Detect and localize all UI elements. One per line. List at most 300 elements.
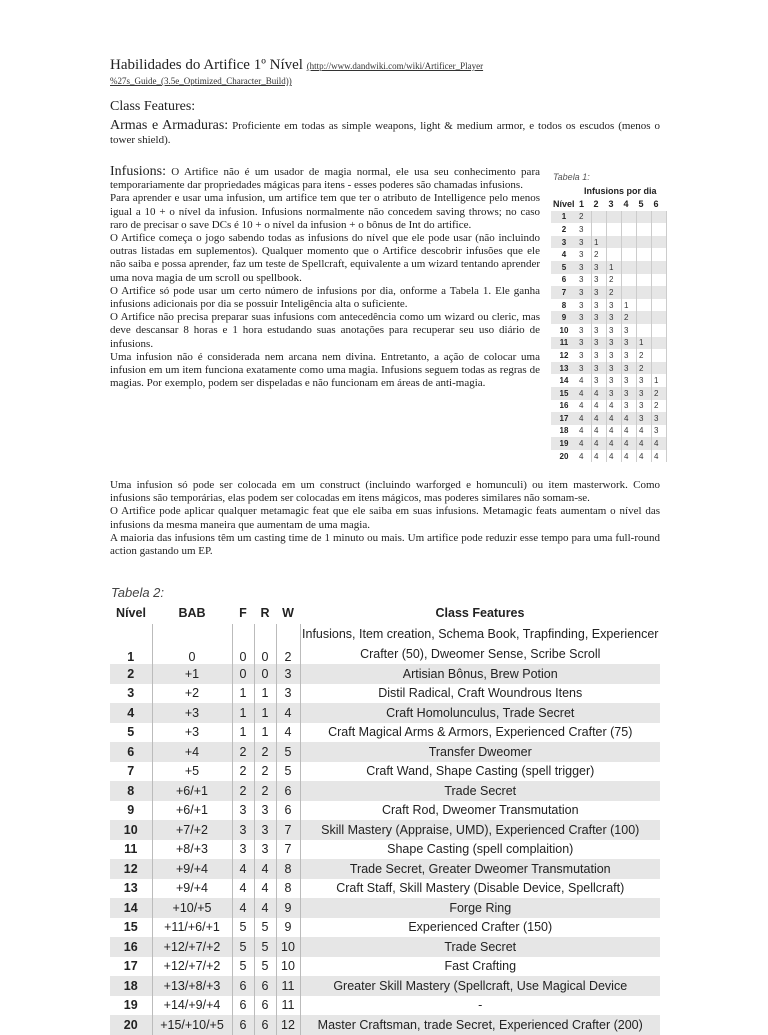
tabela1-value-cell: 3: [577, 261, 592, 274]
tabela1-value-cell: 4: [592, 450, 607, 463]
tabela2-bab-cell: +5: [152, 762, 232, 782]
tabela1-value-cell: 2: [607, 286, 622, 299]
tabela2-bab-cell: +11/+6/+1: [152, 918, 232, 938]
tabela1-row: [551, 286, 667, 299]
tabela2-fort-cell: 3: [232, 840, 254, 860]
tabela2-fort-cell: 1: [232, 684, 254, 704]
tabela2-level-cell: 8: [110, 781, 152, 801]
tabela2-features-cell: Forge Ring: [300, 898, 660, 918]
tabela2-level-cell: 1: [127, 650, 135, 664]
tabela1-value-cell: 3: [607, 299, 622, 312]
armas-paragraph: [110, 119, 660, 147]
tabela1-value-cell: [652, 349, 667, 362]
tabela2-level-cell: 13: [123, 881, 138, 896]
tabela1-table: [551, 198, 667, 462]
tabela1-value-cell: [637, 236, 652, 249]
tabela2-bab-cell: +13/+8/+3: [152, 976, 232, 996]
tabela1-row: [551, 412, 667, 425]
tabela2-row: [110, 781, 660, 801]
tabela2-will-cell: 8: [276, 879, 300, 899]
tabela1-value-cell: 3: [592, 261, 607, 274]
tabela1-row: [551, 211, 667, 224]
tabela1-value-cell: 3: [577, 311, 592, 324]
tabela2-will-cell: 12: [276, 1015, 300, 1035]
tabela2-bab-cell: +6/+1: [152, 781, 232, 801]
tabela1-level-cell: 5: [551, 261, 577, 274]
tabela1-row: [551, 299, 667, 312]
tabela1-value-cell: 3: [607, 337, 622, 350]
tabela1-value-cell: 4: [592, 387, 607, 400]
tabela2-header-cell: F: [239, 606, 247, 620]
tabela1-value-cell: 3: [622, 374, 637, 387]
tabela1-value-cell: 4: [577, 374, 592, 387]
tabela1-value-cell: 3: [592, 362, 607, 375]
tabela2-row: [110, 703, 660, 723]
page-title: [110, 57, 483, 74]
tabela1-value-cell: [592, 223, 607, 236]
tabela2-header-cell: W: [282, 606, 294, 620]
tabela2-will-cell: 6: [276, 781, 300, 801]
tabela2-will-cell: 4: [276, 723, 300, 743]
tabela1-level-cell: 20: [559, 451, 569, 461]
tabela1-value-cell: [652, 211, 667, 224]
tabela1-value-cell: [622, 236, 637, 249]
tabela1-value-cell: 3: [607, 324, 622, 337]
tabela1-level-cell: 18: [559, 426, 569, 436]
tabela2-bab-cell: 0: [152, 624, 232, 664]
tabela2-will-cell: 3: [276, 684, 300, 704]
tabela2-ref-cell: 5: [254, 937, 276, 957]
tabela2-level-cell: 9: [127, 803, 135, 818]
tabela1-value-cell: [652, 261, 667, 274]
tabela1-row: [551, 248, 667, 261]
tabela2-row: [110, 723, 660, 743]
tabela1-value-cell: [622, 274, 637, 287]
tabela1-row: [551, 236, 667, 249]
tabela2-bab-cell: +9/+4: [152, 859, 232, 879]
tabela1-value-cell: [652, 337, 667, 350]
tabela2-will-cell: 3: [276, 664, 300, 684]
tabela2-bab-cell: +3: [152, 703, 232, 723]
tabela1-level-cell: 19: [551, 437, 577, 450]
tabela2-row: [110, 801, 660, 821]
tabela2-row: [110, 879, 660, 899]
tabela2-will-cell: 10: [276, 957, 300, 977]
tabela1-value-cell: 4: [607, 412, 622, 425]
tabela2-fort-cell: 3: [232, 801, 254, 821]
infusions-section: [110, 165, 540, 390]
tabela1-value-cell: [637, 223, 652, 236]
infusions-lead: Infusions:: [110, 164, 166, 179]
tabela1-value-cell: 4: [637, 425, 652, 438]
tabela2-level-cell: 20: [110, 1015, 152, 1035]
tabela1-value-cell: [652, 299, 667, 312]
infusions-p1-text: O Artifice não é um usador de magia normal, ele usa seu conhecimento para temporariamente dar propriedades mágicas para itens - esses poderes são chamadas infusions.: [110, 166, 540, 192]
tabela2-ref-cell: 4: [254, 859, 276, 879]
tabela2-row: [110, 918, 660, 938]
tabela2-bab-cell: +10/+5: [152, 898, 232, 918]
tabela1-value-cell: 1: [592, 236, 607, 249]
tabela2-caption: Tabela 2:: [111, 585, 165, 600]
tabela2-row: [110, 664, 660, 684]
tabela2-fort-cell: 4: [232, 879, 254, 899]
tabela2-will-cell: 4: [276, 703, 300, 723]
tabela1-value-cell: 3: [607, 374, 622, 387]
tabela2-level-cell: 2: [110, 664, 152, 684]
tabela1-row: [551, 437, 667, 450]
tabela1-level-cell: 12: [559, 350, 569, 360]
tabela1-level-cell: 14: [559, 376, 569, 386]
tabela1-level-cell: 10: [559, 325, 569, 335]
tabela2-ref-cell: 6: [254, 1015, 276, 1035]
tabela2-level-cell: 11: [124, 842, 138, 857]
infusions-paragraph-3: O Artifice começa o jogo sabendo todas as infusions do nível que ele pode usar (não incluindo outras listadas em suplementos). Qualquer momento que o Artifice descobrir infusões que ele não saiba e possa aprender, faz um teste de Spellcraft, equivalente a um wizard tentando aprender uma nova magia de um scroll ou spellbook.: [110, 232, 540, 284]
tabela2-row: [110, 684, 660, 704]
tabela1-value-cell: 3: [577, 349, 592, 362]
armas-lead: Armas e Armaduras:: [110, 118, 229, 133]
tabela2-level-cell: 5: [127, 725, 135, 740]
tabela1-row: [551, 223, 667, 236]
tabela2-body: [110, 624, 660, 1035]
tabela2-header-cell: R: [260, 606, 270, 620]
tabela1-value-cell: [637, 261, 652, 274]
source-link-continued[interactable]: %27s_Guide_(3.5e_Optimized_Character_Build)): [110, 76, 292, 86]
tabela1-value-cell: 4: [592, 437, 607, 450]
tabela1-value-cell: 3: [592, 349, 607, 362]
tabela2-will-cell: 5: [276, 742, 300, 762]
tabela2-features-cell: Shape Casting (spell complaition): [300, 840, 660, 860]
tabela2-will-cell: 9: [276, 898, 300, 918]
tabela1-row: [551, 400, 667, 413]
tabela1-value-cell: 3: [592, 311, 607, 324]
tabela1-value-cell: [637, 274, 652, 287]
tabela1-header-row: [551, 198, 667, 211]
tabela2-ref-cell: 2: [254, 762, 276, 782]
tabela2-fort-cell: 6: [232, 996, 254, 1016]
tabela1-value-cell: 3: [592, 337, 607, 350]
tabela2-fort-cell: 5: [232, 937, 254, 957]
tabela1-level-cell: 4: [561, 250, 567, 260]
tabela2-header-cell: Nível: [116, 606, 146, 620]
tabela2-bab-cell: +12/+7/+2: [152, 957, 232, 977]
tabela1-value-cell: 1: [622, 299, 637, 312]
tabela2-ref-cell: 6: [254, 996, 276, 1016]
tabela1-level-cell: 1: [551, 211, 577, 224]
tabela2-header-cell: BAB: [178, 606, 206, 620]
tabela1-value-cell: 3: [607, 387, 622, 400]
tabela2-fort-cell: 2: [232, 762, 254, 782]
infusions-paragraph-2: Para aprender e usar uma infusion, um artifice tem que ter o atributo de Intelligence pelo menos igual a 10 + o nível da infusion. Infusions normalmente não concedem saving throws; no caso raro de precisar o save DCs é 10 + o nível da infusion + o bônus de Int do artifice.: [110, 192, 540, 231]
tabela1-value-cell: [622, 248, 637, 261]
tabela1-value-cell: [652, 223, 667, 236]
infusions-paragraph-8: O Artifice pode aplicar qualquer metamagic feat que ele saiba em suas infusions. Metamagic feats aumentam o nível das infusions da mesma maneira que aumentam de uma magia.: [110, 505, 660, 531]
tabela2-fort-cell: 1: [232, 723, 254, 743]
tabela1-value-cell: 4: [607, 400, 622, 413]
infusions-paragraph-4: O Artifice só pode usar um certo número de infusions por dia, onforme a Tabela 1. Ele ganha infusions adicionais por dia se possuir Inteligência alta o suficiente.: [110, 284, 540, 311]
tabela2-will-cell: 2: [276, 624, 300, 664]
tabela2-row: [110, 840, 660, 860]
tabela1-value-cell: [607, 236, 622, 249]
tabela2-header-row: [110, 602, 660, 624]
tabela2-ref-cell: 3: [254, 840, 276, 860]
tabela1-value-cell: 3: [577, 324, 592, 337]
tabela2-level-cell: 3: [127, 686, 135, 701]
tabela2-bab-cell: +7/+2: [152, 820, 232, 840]
tabela2-level-cell: 15: [123, 920, 138, 935]
tabela1-level-cell: 6: [561, 275, 567, 285]
tabela2-level-cell: 14: [110, 898, 152, 918]
tabela1-row: [551, 362, 667, 375]
tabela2-ref-cell: 0: [254, 624, 276, 664]
infusions-paragraph-6: Uma infusion não é considerada nem arcana nem divina. Entretanto, a ação de colocar uma infusion em um item funciona exatamente como uma magia. Infusions seguem todas as regras de magias. Por exemplo, podem ser dispeladas e não funcionam em áreas de anti-magia.: [110, 350, 540, 390]
tabela1-row: [551, 274, 667, 287]
tabela1-value-cell: [637, 248, 652, 261]
tabela2-features-cell: Trade Secret: [300, 937, 660, 957]
tabela1-header-cell: 2: [593, 199, 599, 210]
tabela1-value-cell: 3: [622, 362, 637, 375]
tabela1-value-cell: 3: [637, 400, 652, 413]
tabela1-value-cell: 3: [592, 299, 607, 312]
tabela2-features-cell: Infusions, Item creation, Schema Book, Trapfinding, Experiencer Crafter (50), Dweomer Sense, Scribe Scroll: [300, 624, 660, 664]
tabela1-value-cell: [652, 274, 667, 287]
tabela2-features-cell: Craft Homolunculus, Trade Secret: [300, 703, 660, 723]
tabela2-row: [110, 859, 660, 879]
infusions-section-wide: [110, 479, 660, 558]
tabela1-value-cell: 4: [577, 412, 592, 425]
tabela2-fort-cell: 4: [232, 859, 254, 879]
tabela2-ref-cell: 2: [254, 742, 276, 762]
tabela1-value-cell: [607, 211, 622, 224]
tabela2-will-cell: 5: [276, 762, 300, 782]
tabela1-header-cell: 3: [608, 199, 614, 210]
tabela1-level-cell: 3: [551, 236, 577, 249]
tabela1-value-cell: 4: [622, 437, 637, 450]
tabela2-fort-cell: 0: [232, 664, 254, 684]
tabela2-level-cell: 4: [110, 703, 152, 723]
tabela1-value-cell: 4: [607, 437, 622, 450]
tabela1-row: [551, 324, 667, 337]
tabela2-ref-cell: 3: [254, 820, 276, 840]
tabela2-level-cell: 18: [110, 976, 152, 996]
tabela1-row: [551, 337, 667, 350]
tabela2-row: [110, 898, 660, 918]
tabela1-value-cell: 1: [652, 374, 667, 387]
tabela2-row: [110, 957, 660, 977]
tabela2-ref-cell: 5: [254, 957, 276, 977]
tabela1-level-cell: 7: [551, 286, 577, 299]
tabela1-value-cell: 4: [607, 425, 622, 438]
tabela1-value-cell: 4: [577, 450, 592, 463]
tabela1-value-cell: 3: [592, 324, 607, 337]
tabela2-features-cell: Trade Secret, Greater Dweomer Transmutation: [300, 859, 660, 879]
tabela1-value-cell: 4: [592, 400, 607, 413]
tabela2-bab-cell: +2: [152, 684, 232, 704]
tabela1-value-cell: [637, 299, 652, 312]
tabela2-features-cell: Experienced Crafter (150): [300, 918, 660, 938]
tabela1-value-cell: 4: [652, 437, 667, 450]
tabela1-value-cell: 2: [577, 211, 592, 224]
tabela1-value-cell: 3: [637, 412, 652, 425]
tabela1-value-cell: [652, 236, 667, 249]
tabela2-level-cell: 16: [110, 937, 152, 957]
tabela1-value-cell: 4: [592, 412, 607, 425]
tabela1-value-cell: 4: [577, 400, 592, 413]
tabela2-will-cell: 10: [276, 937, 300, 957]
tabela1-value-cell: 3: [652, 412, 667, 425]
tabela2-fort-cell: 0: [232, 624, 254, 664]
infusions-paragraph-5: O Artifice não precisa preparar suas infusions com antecedência como um wizard ou cleric, mas deve descansar 8 horas e 1 hora estudando suas anotações para recuperar seu uso diário de infusions.: [110, 311, 540, 350]
tabela2-ref-cell: 2: [254, 781, 276, 801]
tabela2-row: [110, 742, 660, 762]
tabela2-bab-cell: +8/+3: [152, 840, 232, 860]
tabela1-value-cell: 3: [577, 236, 592, 249]
tabela1-value-cell: 2: [607, 274, 622, 287]
tabela2-row: [110, 996, 660, 1016]
tabela2-fort-cell: 2: [232, 781, 254, 801]
tabela1-value-cell: 4: [577, 387, 592, 400]
tabela1-value-cell: 3: [637, 374, 652, 387]
tabela1-value-cell: [652, 286, 667, 299]
tabela2-row: [110, 624, 660, 664]
tabela1-value-cell: 3: [622, 387, 637, 400]
tabela1-value-cell: 3: [577, 299, 592, 312]
tabela2-features-cell: Craft Magical Arms & Armors, Experienced Crafter (75): [300, 723, 660, 743]
infusions-paragraph-9: A maioria das infusions têm um casting time de 1 minuto ou mais. Um artifice pode reduzir esse tempo para uma full-round action gastando um EP.: [110, 531, 660, 558]
tabela2-features-cell: Distil Radical, Craft Woundrous Itens: [300, 684, 660, 704]
tabela2-ref-cell: 4: [254, 898, 276, 918]
infusions-paragraph-7: Uma infusion só pode ser colocada em um construct (incluindo warforged e homunculi) ou item masterwork. Como infusions são temporárias, elas podem ser colocadas em itens mágicos, mas poderes similares não somam-se.: [110, 479, 660, 505]
tabela2-bab-cell: +6/+1: [152, 801, 232, 821]
tabela1-value-cell: 4: [607, 450, 622, 463]
tabela2-ref-cell: 4: [254, 879, 276, 899]
tabela1-header-cell: 6: [653, 199, 659, 210]
tabela2-fort-cell: 1: [232, 703, 254, 723]
tabela2-will-cell: 7: [276, 840, 300, 860]
tabela1-level-cell: 8: [561, 300, 567, 310]
tabela1-row: [551, 425, 667, 438]
tabela2-fort-cell: 4: [232, 898, 254, 918]
tabela1-value-cell: 3: [652, 425, 667, 438]
tabela2-features-cell: Fast Crafting: [300, 957, 660, 977]
tabela1-value-cell: 3: [622, 324, 637, 337]
tabela1-level-cell: 11: [551, 337, 577, 350]
tabela1-value-cell: 4: [577, 437, 592, 450]
tabela2-fort-cell: 6: [232, 1015, 254, 1035]
tabela1-value-cell: 2: [652, 387, 667, 400]
tabela1-value-cell: 1: [637, 337, 652, 350]
tabela1-body: [551, 211, 667, 463]
source-link[interactable]: (http://www.dandwiki.com/wiki/Artificer_Player: [306, 61, 484, 71]
tabela1-level-cell: 2: [561, 224, 567, 234]
tabela2-row: [110, 1015, 660, 1035]
tabela1-value-cell: 3: [577, 337, 592, 350]
tabela2-header-cell: Class Features: [435, 606, 525, 620]
tabela2-level-cell: 19: [123, 998, 138, 1013]
tabela1-group-header: Infusions por dia: [584, 186, 657, 196]
tabela1-value-cell: 4: [637, 437, 652, 450]
tabela2-level-cell: 17: [123, 959, 138, 974]
tabela1-value-cell: [622, 223, 637, 236]
tabela2-bab-cell: +3: [152, 723, 232, 743]
tabela1-row: [551, 387, 667, 400]
tabela2-ref-cell: 1: [254, 723, 276, 743]
tabela1-row: [551, 450, 667, 463]
tabela2-ref-cell: 5: [254, 918, 276, 938]
tabela1-value-cell: 3: [577, 223, 592, 236]
tabela1-value-cell: [622, 211, 637, 224]
tabela1-value-cell: 3: [622, 349, 637, 362]
tabela1-level-cell: 16: [559, 401, 569, 411]
tabela2-features-cell: Skill Mastery (Appraise, UMD), Experienced Crafter (100): [300, 820, 660, 840]
tabela1-value-cell: [637, 286, 652, 299]
tabela1-value-cell: 4: [577, 425, 592, 438]
tabela1-value-cell: 3: [577, 286, 592, 299]
tabela2-bab-cell: +14/+9/+4: [152, 996, 232, 1016]
tabela1-value-cell: [637, 311, 652, 324]
tabela1-value-cell: [607, 248, 622, 261]
tabela1-value-cell: 3: [622, 337, 637, 350]
tabela1-value-cell: 3: [592, 274, 607, 287]
tabela2-will-cell: 11: [276, 976, 300, 996]
tabela1-row: [551, 374, 667, 387]
tabela1-value-cell: 3: [592, 286, 607, 299]
tabela1-header-cell: Nível: [553, 199, 575, 210]
armas-text: Proficiente em todas as simple weapons, light & medium armor, e todos os escudos (menos o tower shield).: [110, 120, 660, 146]
tabela1-row: [551, 349, 667, 362]
tabela1-value-cell: [637, 324, 652, 337]
tabela1-caption: Tabela 1:: [553, 172, 590, 182]
tabela2-will-cell: 7: [276, 820, 300, 840]
tabela2-fort-cell: 5: [232, 918, 254, 938]
tabela1-value-cell: 4: [652, 450, 667, 463]
tabela1-level-cell: 17: [551, 412, 577, 425]
tabela1-value-cell: 3: [577, 362, 592, 375]
tabela1-value-cell: 3: [622, 400, 637, 413]
tabela2-table: [110, 602, 660, 1035]
tabela1-level-cell: 15: [551, 387, 577, 400]
tabela1-value-cell: 4: [622, 412, 637, 425]
tabela2-ref-cell: 3: [254, 801, 276, 821]
tabela2-level-cell: 10: [110, 820, 152, 840]
tabela2-bab-cell: +4: [152, 742, 232, 762]
tabela1-value-cell: 4: [637, 450, 652, 463]
tabela2-will-cell: 9: [276, 918, 300, 938]
tabela2-features-cell: Transfer Dweomer: [300, 742, 660, 762]
tabela2-row: [110, 976, 660, 996]
tabela1-value-cell: [637, 211, 652, 224]
tabela2-fort-cell: 6: [232, 976, 254, 996]
tabela1-value-cell: 3: [577, 274, 592, 287]
tabela2-will-cell: 6: [276, 801, 300, 821]
tabela1-value-cell: [652, 311, 667, 324]
tabela2-fort-cell: 2: [232, 742, 254, 762]
tabela1-row: [551, 261, 667, 274]
tabela1-value-cell: 2: [637, 349, 652, 362]
infusions-paragraph-1: [110, 165, 540, 192]
tabela1-level-cell: 9: [551, 311, 577, 324]
tabela1-value-cell: 4: [622, 425, 637, 438]
tabela2-features-cell: -: [300, 996, 660, 1016]
tabela2-ref-cell: 6: [254, 976, 276, 996]
tabela1-row: [551, 311, 667, 324]
tabela2-bab-cell: +9/+4: [152, 879, 232, 899]
tabela2-level-cell: 12: [110, 859, 152, 879]
tabela1-value-cell: 3: [607, 362, 622, 375]
tabela1-value-cell: 1: [607, 261, 622, 274]
class-features-heading: Class Features:: [110, 99, 196, 114]
tabela2-row: [110, 820, 660, 840]
tabela2-features-cell: Artisian Bônus, Brew Potion: [300, 664, 660, 684]
